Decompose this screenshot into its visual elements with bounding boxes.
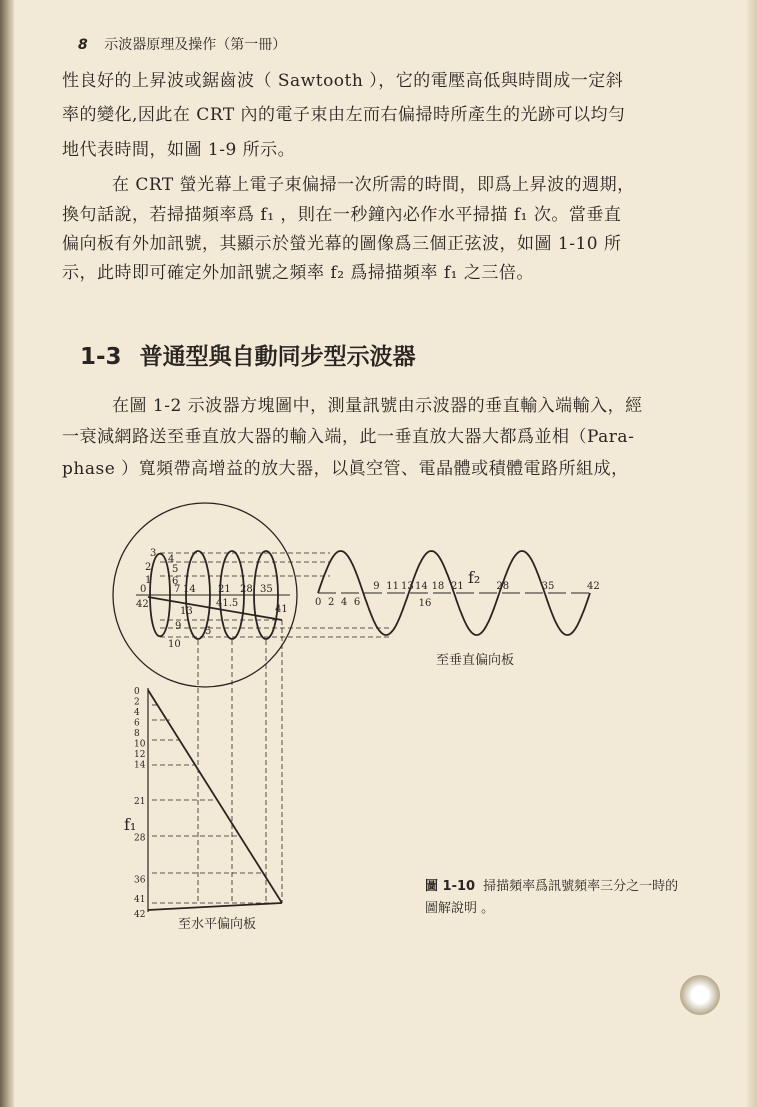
wave-time-label: 0 [315, 597, 322, 608]
text-line: 換句話說，若掃描頻率爲 f₁ ，則在一秒鐘內必作水平掃描 f₁ 次。當垂直 [62, 205, 622, 225]
sweep-time-label: 6 [134, 718, 140, 729]
circle-label: 5 [205, 626, 212, 637]
text-line: 偏向板有外加訊號，其顯示於螢光幕的圖像爲三個正弦波，如圖 1-10 所 [62, 234, 622, 254]
sweep-time-label: 21 [134, 797, 146, 807]
text-line: 示，此時即可確定外加訊號之頻率 f₂ 爲掃描頻率 f₁ 之三倍。 [62, 263, 534, 283]
circle-label: 5 [172, 564, 179, 575]
circle-label: 41 [275, 604, 288, 615]
sweep-time-label: 41 [134, 895, 146, 905]
circle-label: 14 [183, 584, 196, 595]
f2-label: f₂ [468, 568, 481, 587]
circle-label: 6 [172, 576, 179, 587]
vertical-plate-label: 至垂直偏向板 [436, 653, 515, 668]
circle-label: 4 [168, 554, 175, 565]
circle-label: 13 [180, 606, 193, 617]
wave-time-label: 35 [541, 581, 555, 592]
wave-time-label: 42 [587, 581, 600, 592]
wave-time-label: 21 [451, 581, 464, 592]
circle-label: 9 [175, 621, 182, 632]
section-title: 普通型與自動同步型示波器 [139, 344, 416, 370]
circle-label: 41.5 [216, 598, 239, 609]
wave-time-label: 16 [418, 598, 432, 609]
horizontal-plate-label: 至水平偏向板 [178, 917, 257, 932]
text-line: 率的變化,因此在 CRT 內的電子束由左而右偏掃時所產生的光跡可以均勻 [62, 105, 626, 125]
figure-label: 圖 1-10 [425, 879, 476, 894]
sweep-time-label: 4 [134, 707, 140, 718]
circle-label: 42 [136, 599, 149, 610]
text-line: 地代表時間，如圖 1-9 所示。 [62, 140, 296, 160]
section-number: 1-3 [80, 344, 122, 370]
wave-time-label: 2 [327, 597, 335, 608]
circle-label: 35 [260, 584, 273, 595]
circle-label: 10 [168, 639, 181, 650]
circle-label: 21 [218, 584, 231, 595]
circle-label: 2 [145, 562, 152, 573]
wave-time-label: 14 [415, 581, 428, 592]
sweep-time-label: 14 [134, 760, 146, 771]
sweep-time-label: 36 [134, 875, 146, 886]
caption-text: 掃描頻率爲訊號頻率三分之一時的圖解說明 。 [425, 879, 679, 916]
text-line: phase ）寬頻帶高增益的放大器，以眞空管、電晶體或積體電路所組成， [62, 459, 629, 479]
sweep-time-label: 2 [134, 697, 140, 708]
sweep-time-label: 12 [134, 749, 146, 760]
f1-label: f₁ [124, 815, 137, 834]
sweep-time-label: 42 [134, 910, 146, 920]
circle-label: 3 [150, 548, 157, 559]
circle-label: 0 [140, 584, 147, 595]
sweep-time-label: 28 [134, 833, 146, 844]
page-number: 8 [78, 37, 88, 53]
wave-time-label: 6 [353, 597, 361, 608]
sweep-time-label: 10 [134, 739, 146, 750]
text-line: 一衰減網路送至垂直放大器的輸入端，此一垂直放大器大都爲並相（Para- [62, 427, 635, 447]
wave-time-label: 9 [373, 581, 380, 592]
page-damage-spot [680, 975, 720, 1015]
text-line: 在圖 1-2 示波器方塊圖中，測量訊號由示波器的垂直輸入端輸入，經 [112, 396, 643, 416]
circle-label: 28 [240, 584, 253, 595]
sawtooth-ramp [148, 690, 282, 903]
text-line: 性良好的上昇波或鋸齒波（ Sawtooth ），它的電壓高低與時間成一定斜 [62, 71, 624, 91]
sweep-time-label: 8 [134, 728, 140, 739]
wave-time-label: 13 [401, 581, 414, 592]
text-line: 在 CRT 螢光幕上電子束偏掃一次所需的時間，即爲上昇波的週期， [112, 175, 635, 195]
wave-time-label: 18 [431, 581, 445, 592]
circle-label: 7 [174, 584, 181, 595]
sawtooth-retrace [148, 903, 282, 910]
wave-time-label: 11 [386, 581, 399, 592]
sweep-time-label: 0 [134, 687, 140, 697]
wave-time-label: 4 [340, 597, 348, 608]
circle-label: 1 [145, 575, 152, 586]
wave-time-label: 28 [496, 581, 510, 592]
figure-caption [425, 876, 685, 920]
book-title: 示波器原理及操作（第一冊） [104, 37, 287, 53]
